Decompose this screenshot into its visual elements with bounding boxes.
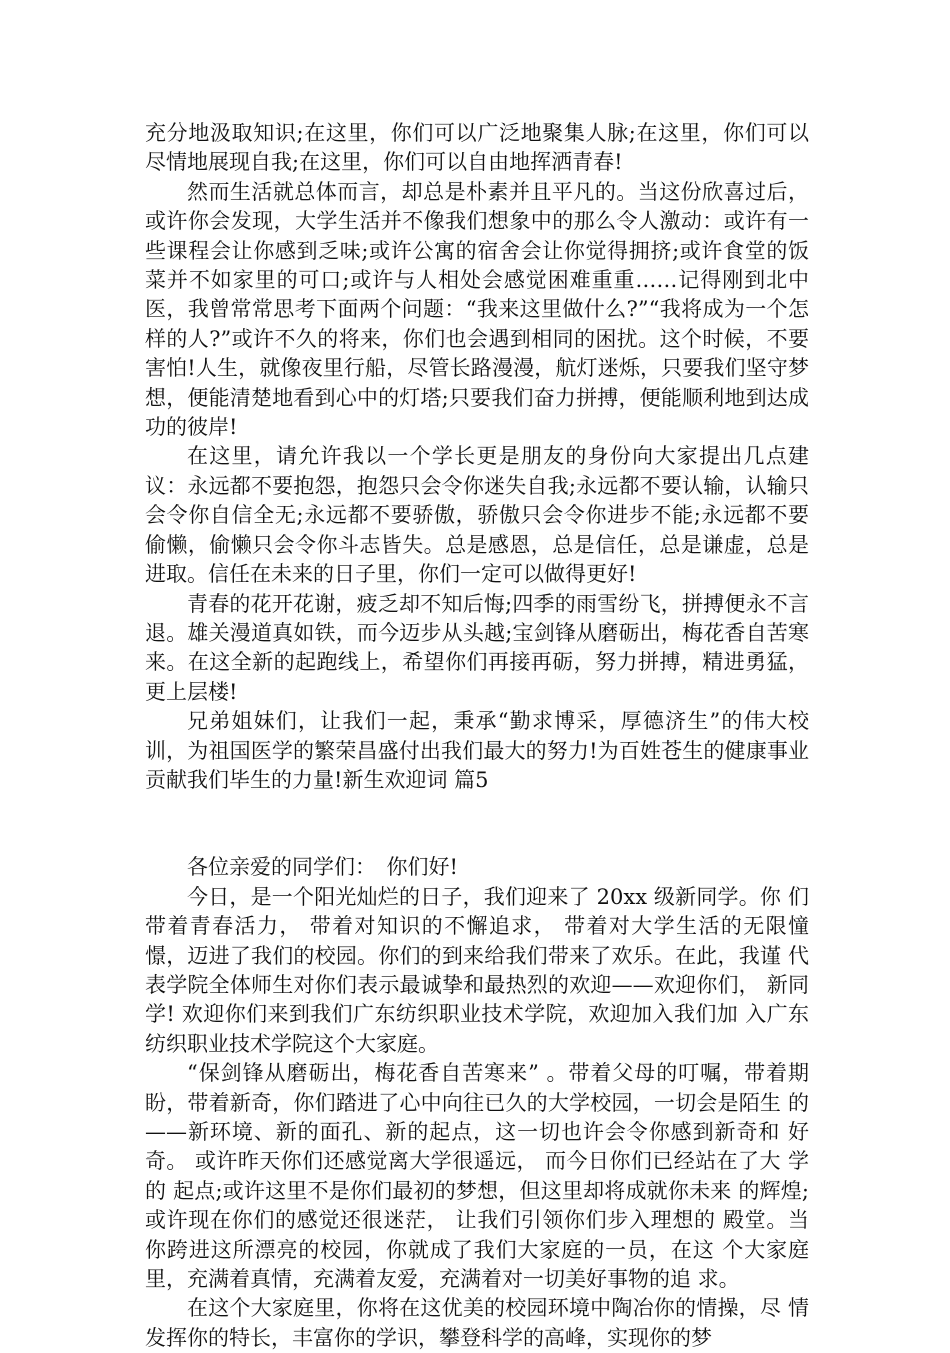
paragraph-continuation: 充分地汲取知识;在这里，你们可以广泛地聚集人脉;在这里，你们可以尽情地展现自我;在这里，你们可以自由地挥洒青春! bbox=[145, 121, 809, 175]
paragraph: 然而生活就总体而言，却总是朴素并且平凡的。当这份欣喜过后，或许你会发现，大学生活并不像我们想象中的那么令人激动：或许有一些课程会让你感到乏味;或许公寓的宿舍会让你觉得拥挤;或许食堂的饭菜并不如家里的可口;或许与人相处会感觉困难重重……记得刚到北中医，我曾常常思考下面两个问题：“我来这里做什么?”“我将成为一个怎样的人?”或许不久的将来，你们也会遇到相同的困扰。这个时候，不要害怕!人生，就像夜里行船，尽管长路漫漫，航灯迷烁，只要我们坚守梦想，便能清楚地看到心中的灯塔;只要我们奋力拼搏，便能顺利地到达成功的彼岸! bbox=[145, 179, 809, 440]
paragraph: 青春的花开花谢，疲乏却不知后悔;四季的雨雪纷飞，拼搏便永不言退。雄关漫道真如铁，而今迈步从头越;宝剑锋从磨砺出，梅花香自苦寒来。在这全新的起跑线上，希望你们再接再砺，努力拼搏，精进勇猛，更上层楼! bbox=[145, 591, 809, 704]
paragraph: 今日，是一个阳光灿烂的日子，我们迎来了 20xx 级新同学。你 们带着青春活力， 带着对知识的不懈追求， 带着对大学生活的无限憧 憬，迈进了我们的校园。你们的到来给我们带来了欢乐。在此，我谨 代表学院全体师生对你们表示最诚挚和最热烈的欢迎——欢迎你们， 新同学! 欢迎你们来到我们广东纺织职业技术学院，欢迎加入我们加 入广东纺织职业技术学院这个大家庭。 bbox=[145, 884, 809, 1056]
paragraph: “保剑锋从磨砺出，梅花香自苦寒来” 。带着父母的叮嘱，带着期 盼，带着新奇，你们踏进了心中向往已久的大学校园，一切会是陌生 的——新环境、新的面孔、新的起点，这一切也许会令你感到新奇和 好奇。 或许昨天你们还感觉离大学很遥远， 而今日你们已经站在了大 学的 起点;或许这里不是你们最初的梦想，但这里却将成就你未来 的辉煌; 或许现在你们的感觉还很迷茫， 让我们引领你们步入理想的 殿堂。当你跨进这所漂亮的校园，你就成了我们大家庭的一员，在这 个大家庭里，充满着真情，充满着友爱，充满着对一切美好事物的追 求。 bbox=[145, 1061, 809, 1292]
document-page bbox=[145, 119, 809, 1353]
greeting: 各位亲爱的同学们： 你们好! bbox=[187, 855, 458, 880]
paragraph: 兄弟姐妹们，让我们一起，秉承“勤求博采，厚德济生”的伟大校训，为祖国医学的繁荣昌盛付出我们最大的努力!为百姓苍生的健康事业贡献我们毕生的力量!新生欢迎词 篇5 bbox=[145, 709, 809, 792]
paragraph: 在这里，请允许我以一个学长更是朋友的身份向大家提出几点建议：永远都不要抱怨，抱怨只会令你迷失自我;永远都不要认输，认输只会令你自信全无;永远都不要骄傲，骄傲只会令你进步不能;永远都不要偷懒，偷懒只会令你斗志皆失。总是感恩，总是信任，总是谦虚，总是进取。信任在未来的日子里，你们一定可以做得更好! bbox=[145, 444, 809, 587]
section-gap bbox=[145, 795, 809, 853]
paragraph: 在这个大家庭里，你将在这优美的校园环境中陶冶你的情操，尽 情发挥你的特长，丰富你的学识，攀登科学的高峰，实现你的梦 bbox=[145, 1296, 809, 1350]
